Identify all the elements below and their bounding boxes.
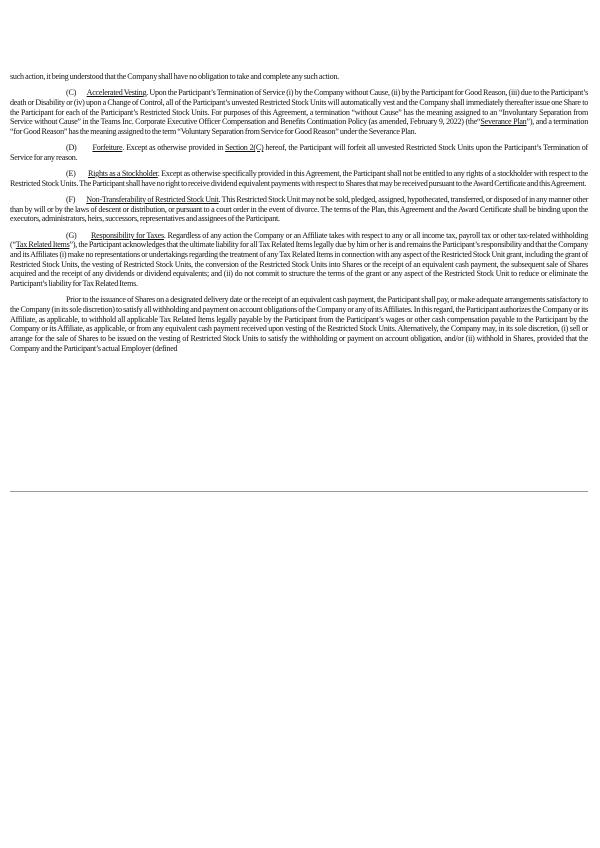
section-g-marker: (G) [66,230,77,240]
severance-plan-term: Severance Plan [480,117,527,127]
section-g-text-before-term: . Regardless of any action the Company or an Affiliate takes with respect to any or all income tax, payroll tax or other tax-related withholding (“ [10,230,588,250]
section-g-paragraph [10,231,588,289]
section-g-heading: Responsibility for Taxes [90,230,164,240]
section-d-text-after-link: hereof, the Participant will forfeit all unvested Restricted Stock Units upon the Participant’s Termination of Service for any reason. [10,143,588,162]
page-divider [10,491,588,492]
section-f-paragraph [10,195,588,224]
section-e-marker: (E) [66,169,76,179]
section-d-marker: (D) [66,143,77,153]
section-c-marker: (C) [66,88,77,98]
tax-related-items-term: Tax Related Items [15,240,70,250]
section-c-heading: Accelerated Vesting [86,88,147,98]
section-d-text-before-link: . Except as otherwise provided in [122,143,226,153]
section-e-paragraph [10,169,588,188]
section-d-paragraph [10,143,588,162]
section-f-text: . This Restricted Stock Unit may not be sold, pledged, assigned, hypothecated, transferred, or disposed of in any manner other than by will or by the laws of descent or distribution, or pursuant to a court order in the event of divorce. The terms of the Plan, this Agreement and the Award Certificate shall be binding upon the executors, administrators, heirs, successors, representatives and assignees of the Participant. [10,195,589,224]
section-f-heading: Non-Transferability of Restricted Stock Unit [86,195,219,205]
section-g-text-after-term: ”), the Participant acknowledges that the ultimate liability for all Tax Related Items legally due by him or her is and remains the Participant’s responsibility and that the Company and its Affiliates (i) make no representations or undertakings regarding the treatment of any Tax Related Items in connection with any aspect of the Restricted Stock Unit grant, including the grant of Restricted Stock Units, the vesting of Restricted Stock Units, the conversion of the Restricted Stock Units into Shares or the receipt of an equivalent cash payment, the subsequent sale of Shares acquired and the receipt of any dividends or dividend equivalents; and (ii) do not commit to structure the terms of the grant or any aspect of the Restricted Stock Unit to reduce or eliminate the Participant’s liability for Tax Related Items. [10,240,588,289]
section-c-text-after-link: ”), and a termination “for Good Reason” has the meaning assigned to the term “Voluntary Separation from Service for Good Reason” under the Severance Plan. [10,117,588,137]
closing-paragraph: Prior to the issuance of Shares on a designated delivery date or the receipt of an equivalent cash payment, the Participant shall pay, or make adequate arrangements satisfactory to the Company (in its sole discretion) to satisfy all withholding and payment on account obligations of the Company or any of its Affiliates. In this regard, the Participant authorizes the Company or its Affiliate, as applicable, to withhold all applicable Tax Related Items legally payable by the Participant from the Participant’s wages or other cash compensation payable to the Participant by the Company or its Affiliate, as applicable, or from any equivalent cash payment received upon vesting of the Restricted Stock Units. Alternatively, the Company may, in its sole discretion, (i) sell or arrange for the sale of Shares to be issued on the vesting of Restricted Stock Units to satisfy the withholding or payment on account obligation, and/or (ii) withhold in Shares, provided that the Company and the Participant’s actual Employer (defined [10,295,588,353]
section-d-heading: Forfeiture [92,143,123,153]
section-e-heading: Rights as a Stockholder [88,169,158,179]
section-f-marker: (F) [66,195,76,205]
document-page [10,72,588,360]
section-c-text-before-link: . Upon the Participant’s Termination of Service (i) by the Company without Cause, (ii) by the Participant for Good Reason, (iii) due to the Participant’s death or Disability or (iv) upon a Change of Control, all of the Participant’s unvested Restricted Stock Units will automatically vest and the Company shall immediately thereafter issue one Share to the Participant for each of the Participant’s Restricted Stock Units. For purposes of this Agreement, a termination “without Cause” has the meaning assigned to an “Involuntary Separation from Service without Cause” in the Teams Inc. Corporate Executive Officer Compensation and Benefits Continuation Policy (as amended, February 9, 2022) (the“ [10,88,588,127]
section-2c-reference-link[interactable]: Section 2(C) [225,143,264,153]
intro-paragraph: such action, it being understood that the Company shall have no obligation to take and complete any such action. [10,72,339,81]
section-e-text: . Except as otherwise specifically provided in this Agreement, the Participant shall not be entitled to any rights of a stockholder with respect to the Restricted Stock Units. The Participant shall have no right to receive dividend equivalent payments with respect to Shares that may be received pursuant to the Award Certificate and this Agreement. [10,169,589,188]
section-c-paragraph [10,88,588,137]
